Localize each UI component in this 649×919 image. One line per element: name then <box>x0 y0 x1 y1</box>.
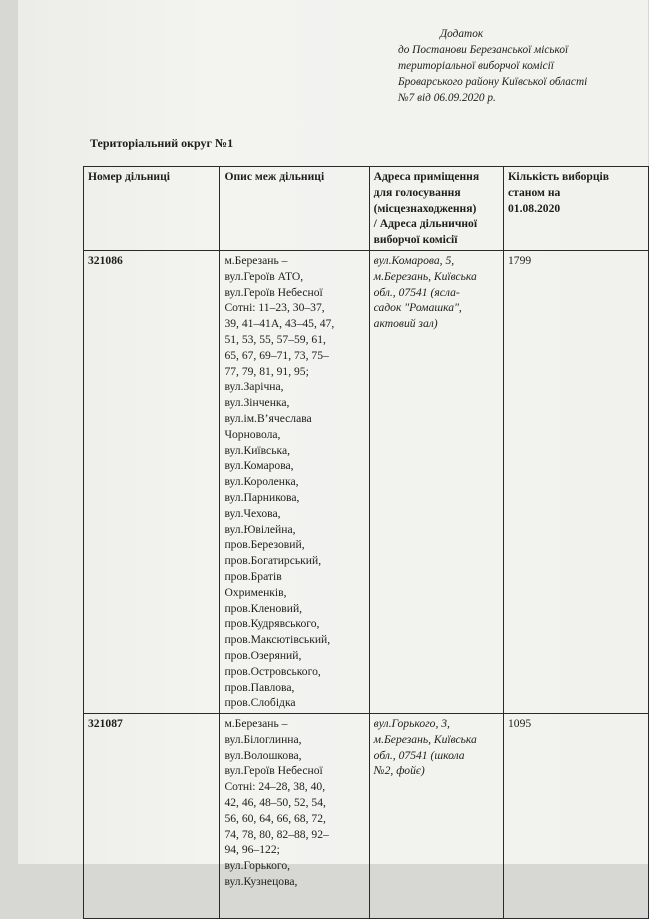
station-number: 321087 <box>84 714 220 919</box>
table-header-row <box>84 167 649 251</box>
header-text: виборчої комісії <box>373 233 458 247</box>
header-line: №7 від 06.09.2020 р. <box>398 92 496 104</box>
boundary-line: м.Березань – <box>224 253 288 267</box>
document-page <box>18 0 648 889</box>
boundary-line: вул.Парникова, <box>224 490 300 504</box>
boundary-line: м.Березань – <box>224 717 288 731</box>
boundary-line: вул.Короленка, <box>224 475 299 489</box>
station-boundaries <box>220 714 369 919</box>
boundary-line: 94, 96–122; <box>224 843 280 857</box>
header-text: 01.08.2020 <box>507 201 561 215</box>
boundary-line: вул.Горького, <box>224 859 291 873</box>
boundary-line: пров.Павлова, <box>224 680 295 694</box>
boundary-line: вул.Кузнецова, <box>224 875 298 889</box>
boundary-line: 65, 67, 69–71, 73, 75– <box>224 348 329 362</box>
header-line: Додаток <box>440 28 484 40</box>
header-line: до Постанови Березанської міської <box>398 44 569 56</box>
boundary-line: пров.Слобідка <box>224 696 296 710</box>
column-header-description <box>220 167 369 251</box>
header-line: Броварського району Київської області <box>398 76 588 88</box>
station-address <box>369 250 503 713</box>
boundary-line: вул.Волошкова, <box>224 748 302 762</box>
header-text: (місцезнаходження) <box>373 201 477 215</box>
boundary-line: вул.ім.В’ячеслава <box>224 411 312 425</box>
station-address <box>369 714 503 919</box>
boundary-line: пров.Островського, <box>224 664 321 678</box>
header-text: станом на <box>507 185 561 199</box>
boundary-line: пров.Братів <box>224 569 282 583</box>
boundary-line: вул.Київська, <box>224 443 290 457</box>
boundary-line: пров.Березовий, <box>224 538 305 552</box>
district-title: Територіальний округ №1 <box>90 136 234 150</box>
header-text: Опис меж дільниці <box>224 170 325 183</box>
address-line: вул.Горького, 3, <box>373 717 450 731</box>
voters-count: 1799 <box>503 250 648 713</box>
column-header-address <box>369 167 503 251</box>
column-header-voters <box>503 167 648 251</box>
address-line: обл., 07541 (школа <box>373 748 465 762</box>
address-line: садок "Ромашка", <box>373 301 462 315</box>
boundary-line: вул.Зарічна, <box>224 380 284 394</box>
boundary-line: Охрименків, <box>224 585 287 599</box>
station-boundaries <box>220 250 369 713</box>
boundary-line: вул.Героїв Небесної <box>224 764 323 778</box>
boundary-line: 56, 60, 64, 66, 68, 72, <box>224 811 326 825</box>
header-text: / Адреса дільничної <box>373 217 478 231</box>
boundary-line: пров.Озеряний, <box>224 648 302 662</box>
boundary-line: вул.Чехова, <box>224 506 281 520</box>
station-number: 321086 <box>84 250 220 713</box>
boundary-line: вул.Ювілейна, <box>224 522 296 536</box>
address-line: №2, фойє) <box>373 764 425 778</box>
appendix-header <box>398 26 638 106</box>
address-line: м.Березань, Київська <box>373 732 477 746</box>
header-text: Кількість виборців <box>507 170 610 183</box>
address-line: актовий зал) <box>373 317 438 331</box>
address-line: м.Березань, Київська <box>373 269 477 283</box>
boundary-line: Сотні: 24–28, 38, 40, <box>224 780 326 794</box>
boundary-line: 74, 78, 80, 82–88, 92– <box>224 827 329 841</box>
voters-count: 1095 <box>503 714 648 919</box>
boundary-line: пров.Богатирський, <box>224 554 322 568</box>
boundary-line: Сотні: 11–23, 30–37, <box>224 301 325 315</box>
address-line: вул.Комарова, 5, <box>373 253 455 267</box>
boundary-line: 42, 46, 48–50, 52, 54, <box>224 796 326 810</box>
column-header-number <box>84 167 220 251</box>
boundary-line: вул.Героїв АТО, <box>224 269 304 283</box>
boundary-line: пров.Кудрявського, <box>224 617 320 631</box>
header-line: територіальної виборчої комісії <box>398 60 554 72</box>
boundary-line: вул.Зінченка, <box>224 396 290 410</box>
boundary-line: Чорновола, <box>224 427 281 441</box>
boundary-line: 51, 53, 55, 57–59, 61, <box>224 332 326 346</box>
boundary-line: вул.Білоглинна, <box>224 732 302 746</box>
polling-stations-table <box>83 166 649 919</box>
table-row <box>84 714 649 919</box>
address-line: обл., 07541 (ясла- <box>373 285 460 299</box>
header-text: для голосування <box>373 185 461 199</box>
header-text: Номер дільниці <box>88 170 170 183</box>
boundary-line: пров.Кленовий, <box>224 601 303 615</box>
boundary-line: 39, 41–41А, 43–45, 47, <box>224 317 335 331</box>
header-text: Адреса приміщення <box>373 170 480 183</box>
boundary-line: пров.Максютівський, <box>224 633 331 647</box>
table-row <box>84 250 649 713</box>
boundary-line: 77, 79, 81, 91, 95; <box>224 364 309 378</box>
boundary-line: вул.Героїв Небесної <box>224 285 323 299</box>
boundary-line: вул.Комарова, <box>224 459 294 473</box>
